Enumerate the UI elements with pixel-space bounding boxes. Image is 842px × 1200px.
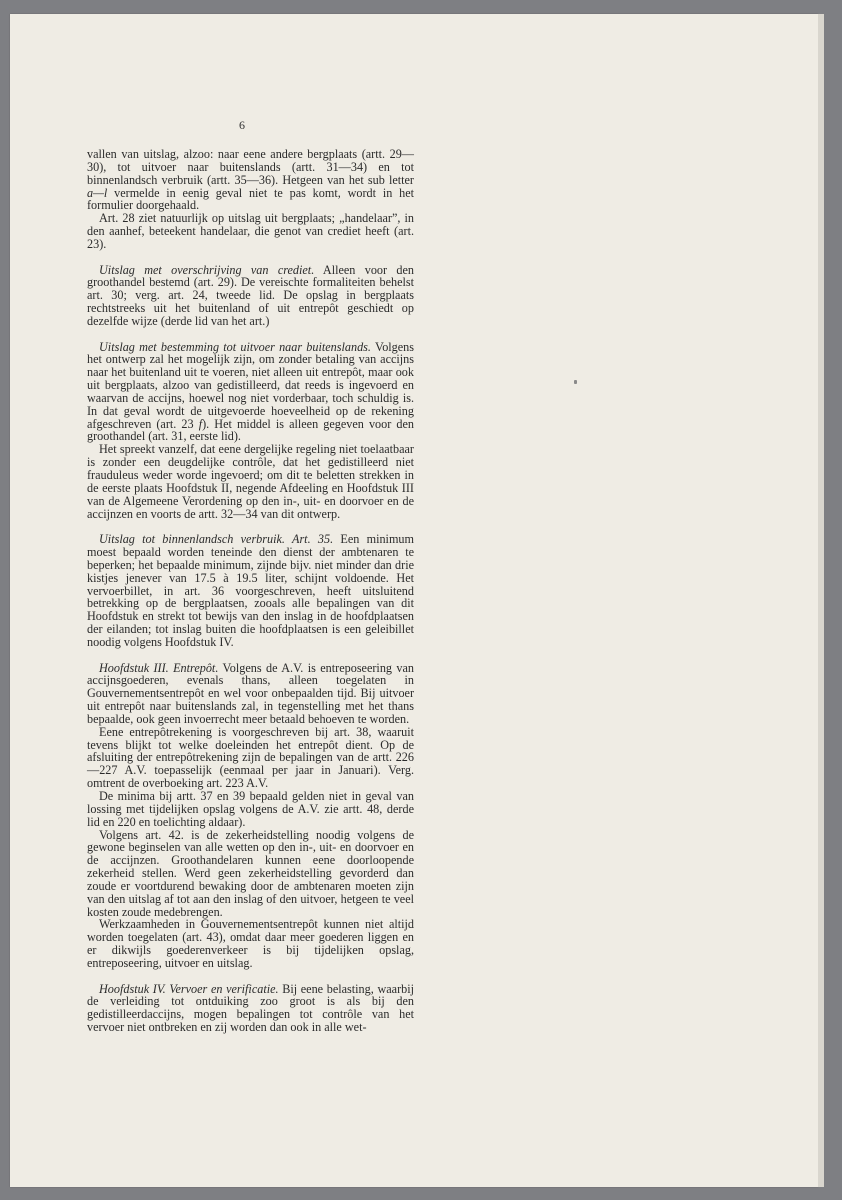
paragraph-text: vallen van uitslag, alzoo: naar eene andere bergplaats (artt. 29—30), tot uitvoer naar buitenslands (artt. 31—34) en tot binnenlandsch verbruik (artt. 35—36). Hetgeen van het sub letter	[87, 147, 414, 187]
page-number: 6	[239, 118, 245, 132]
paragraph	[87, 829, 414, 919]
paragraph	[87, 148, 414, 212]
italic-heading-text: Uitslag met overschrijving van crediet.	[99, 262, 315, 277]
paragraph-text: ). Het middel is alleen gegeven voor den groothandel (art. 31, eerste lid).	[87, 416, 414, 444]
page-edge	[818, 14, 824, 1187]
paragraph-text: Een minimum moest bepaald worden teneinde den dienst der ambtenaren te beperken; het bepaalde minimum, zijnde bijv. niet minder dan drie kistjes jenever van 17.5 à 19.5 liter, schijnt voldoende. Het vervoerbillet, in art. 36 voorgeschreven, heeft uitsluitend betrekking op de bergplaatsen, zooals alle bepalingen van dit Hoofdstuk en strekt tot bewijs van den inslag in de hoofdplaatsen der eilanden; tot inslag buiten die hoofdplaatsen is een geleibillet noodig volgens Hoofdstuk IV.	[87, 532, 414, 649]
ink-speck	[574, 380, 577, 384]
italic-heading-text: Hoofdstuk III. Entrepôt.	[99, 660, 219, 675]
paragraph	[87, 983, 414, 1034]
paragraph	[87, 443, 414, 520]
paragraph-text: Volgens de A.V. is entreposeering van accijnsgoederen, evenals thans, alleen toegelaten in Gouvernementsentrepôt en wel voor onbepaalden tijd. Bij uitvoer uit entrepôt naar buitenslands zal, in tegenstelling met het thans bepaalde, ook geen invoerrecht meer betaald behoeven te worden.	[87, 660, 415, 726]
paragraph-text: Volgens art. 42. is de zekerheidstelling noodig volgens de gewone beginselen van alle wetten op den in-, uit- en doorvoer en de accijnzen. Groothandelaren kunnen eene doorloopende zekerheid stellen. Werd geen zekerheidstelling gevorderd dan zoude er voortdurend bewaking door de ambtenaren moeten zijn van den uitslag af tot aan den inslag of den uitvoer, hetgeen te veel kosten zoude medebrengen.	[87, 827, 414, 919]
paragraph	[87, 212, 414, 251]
paragraph-text: Bij eene belasting, waarbij de verleiding tot ontduiking zoo groot is als bij den gedistilleerdaccijns, mogen bepalingen tot contrôle van het vervoer niet ontbreken en zij worden dan ook in alle wet-	[87, 981, 414, 1035]
paragraph-text: Art. 28 ziet natuurlijk op uitslag uit bergplaats; „handelaar”, in den aanhef, beteekent handelaar, die genot van crediet heeft (art. 23).	[87, 211, 414, 251]
paragraph-text: Werkzaamheden in Gouvernementsentrepôt kunnen niet altijd worden toegelaten (art. 43), omdat daar meer goederen liggen en er dikwijls goederenverkeer is bij tijdelijken opslag, entreposeering, uitvoer en uitslag.	[87, 917, 414, 970]
paragraph	[87, 341, 414, 444]
paragraph	[87, 264, 414, 328]
paragraph	[87, 726, 414, 790]
paragraph	[87, 918, 414, 969]
italic-heading-text: Uitslag tot binnenlandsch verbruik. Art. 35.	[99, 532, 334, 547]
italic-heading-text: Hoofdstuk IV. Vervoer en verificatie.	[99, 981, 279, 996]
paragraph	[87, 662, 414, 726]
italic-heading-text: Uitslag met bestemming tot uitvoer naar buitenslands.	[99, 339, 371, 354]
paragraph-text: vermelde in eenig geval niet te pas komt, wordt in het formulier doorgehaald.	[87, 185, 414, 213]
paragraph-text: Het spreekt vanzelf, dat eene dergelijke regeling niet toelaatbaar is zonder een deugdelijke contrôle, dat het gedistilleerd niet frauduleus weder worde ingevoerd; om dit te beletten strekken in de eerste plaats Hoofdstuk II, negende Afdeeling en Hoofdstuk III van de Algemeene Verordening op den in-, uit- en doorvoer en de accijnzen en voorts de artt. 32—34 van dit ontwerp.	[87, 442, 414, 521]
paragraph-text: Alleen voor den groothandel bestemd (art. 29). De vereischte formaliteiten behelst art. 30; verg. art. 24, tweede lid. De opslag in bergplaats rechtstreeks uit het buitenland of uit entrepôt geschiedt op dezelfde wijze (derde lid van het art.)	[87, 262, 414, 328]
paragraph	[87, 533, 414, 649]
paragraph-text: Eene entrepôtrekening is voorgeschreven bij art. 38, waaruit tevens blijkt tot welke doeleinden het entrepôt dient. Op de afsluiting der entrepôtrekening zijn de bepalingen van de artt. 226—227 A.V. toepasselijk (eenmaal per jaar in Januari). Verg. omtrent de overboeking art. 223 A.V.	[87, 724, 414, 791]
body-text	[87, 148, 414, 1034]
paragraph-text: Volgens het ontwerp zal het mogelijk zijn, om zonder betaling van accijns naar het buitenland uit te voeren, niet alleen uit entrepôt, maar ook uit bergplaats, alzoo van gedistilleerd, dat reeds is ingevoerd en waarvan de accijns, hoewel nog niet vorderbaar, toch schuldig is. In dat geval wordt de uitgevoerde hoeveelheid op de rekening afgeschreven (art. 23	[87, 339, 415, 431]
paragraph-text: De minima bij artt. 37 en 39 bepaald gelden niet in geval van lossing met tijdelijken opslag volgens de A.V. zie artt. 48, derde lid en 220 en toelichting aldaar).	[87, 789, 414, 829]
paragraph	[87, 790, 414, 829]
italic-heading-text: a—l	[87, 185, 108, 200]
italic-heading-text: f	[198, 416, 203, 431]
